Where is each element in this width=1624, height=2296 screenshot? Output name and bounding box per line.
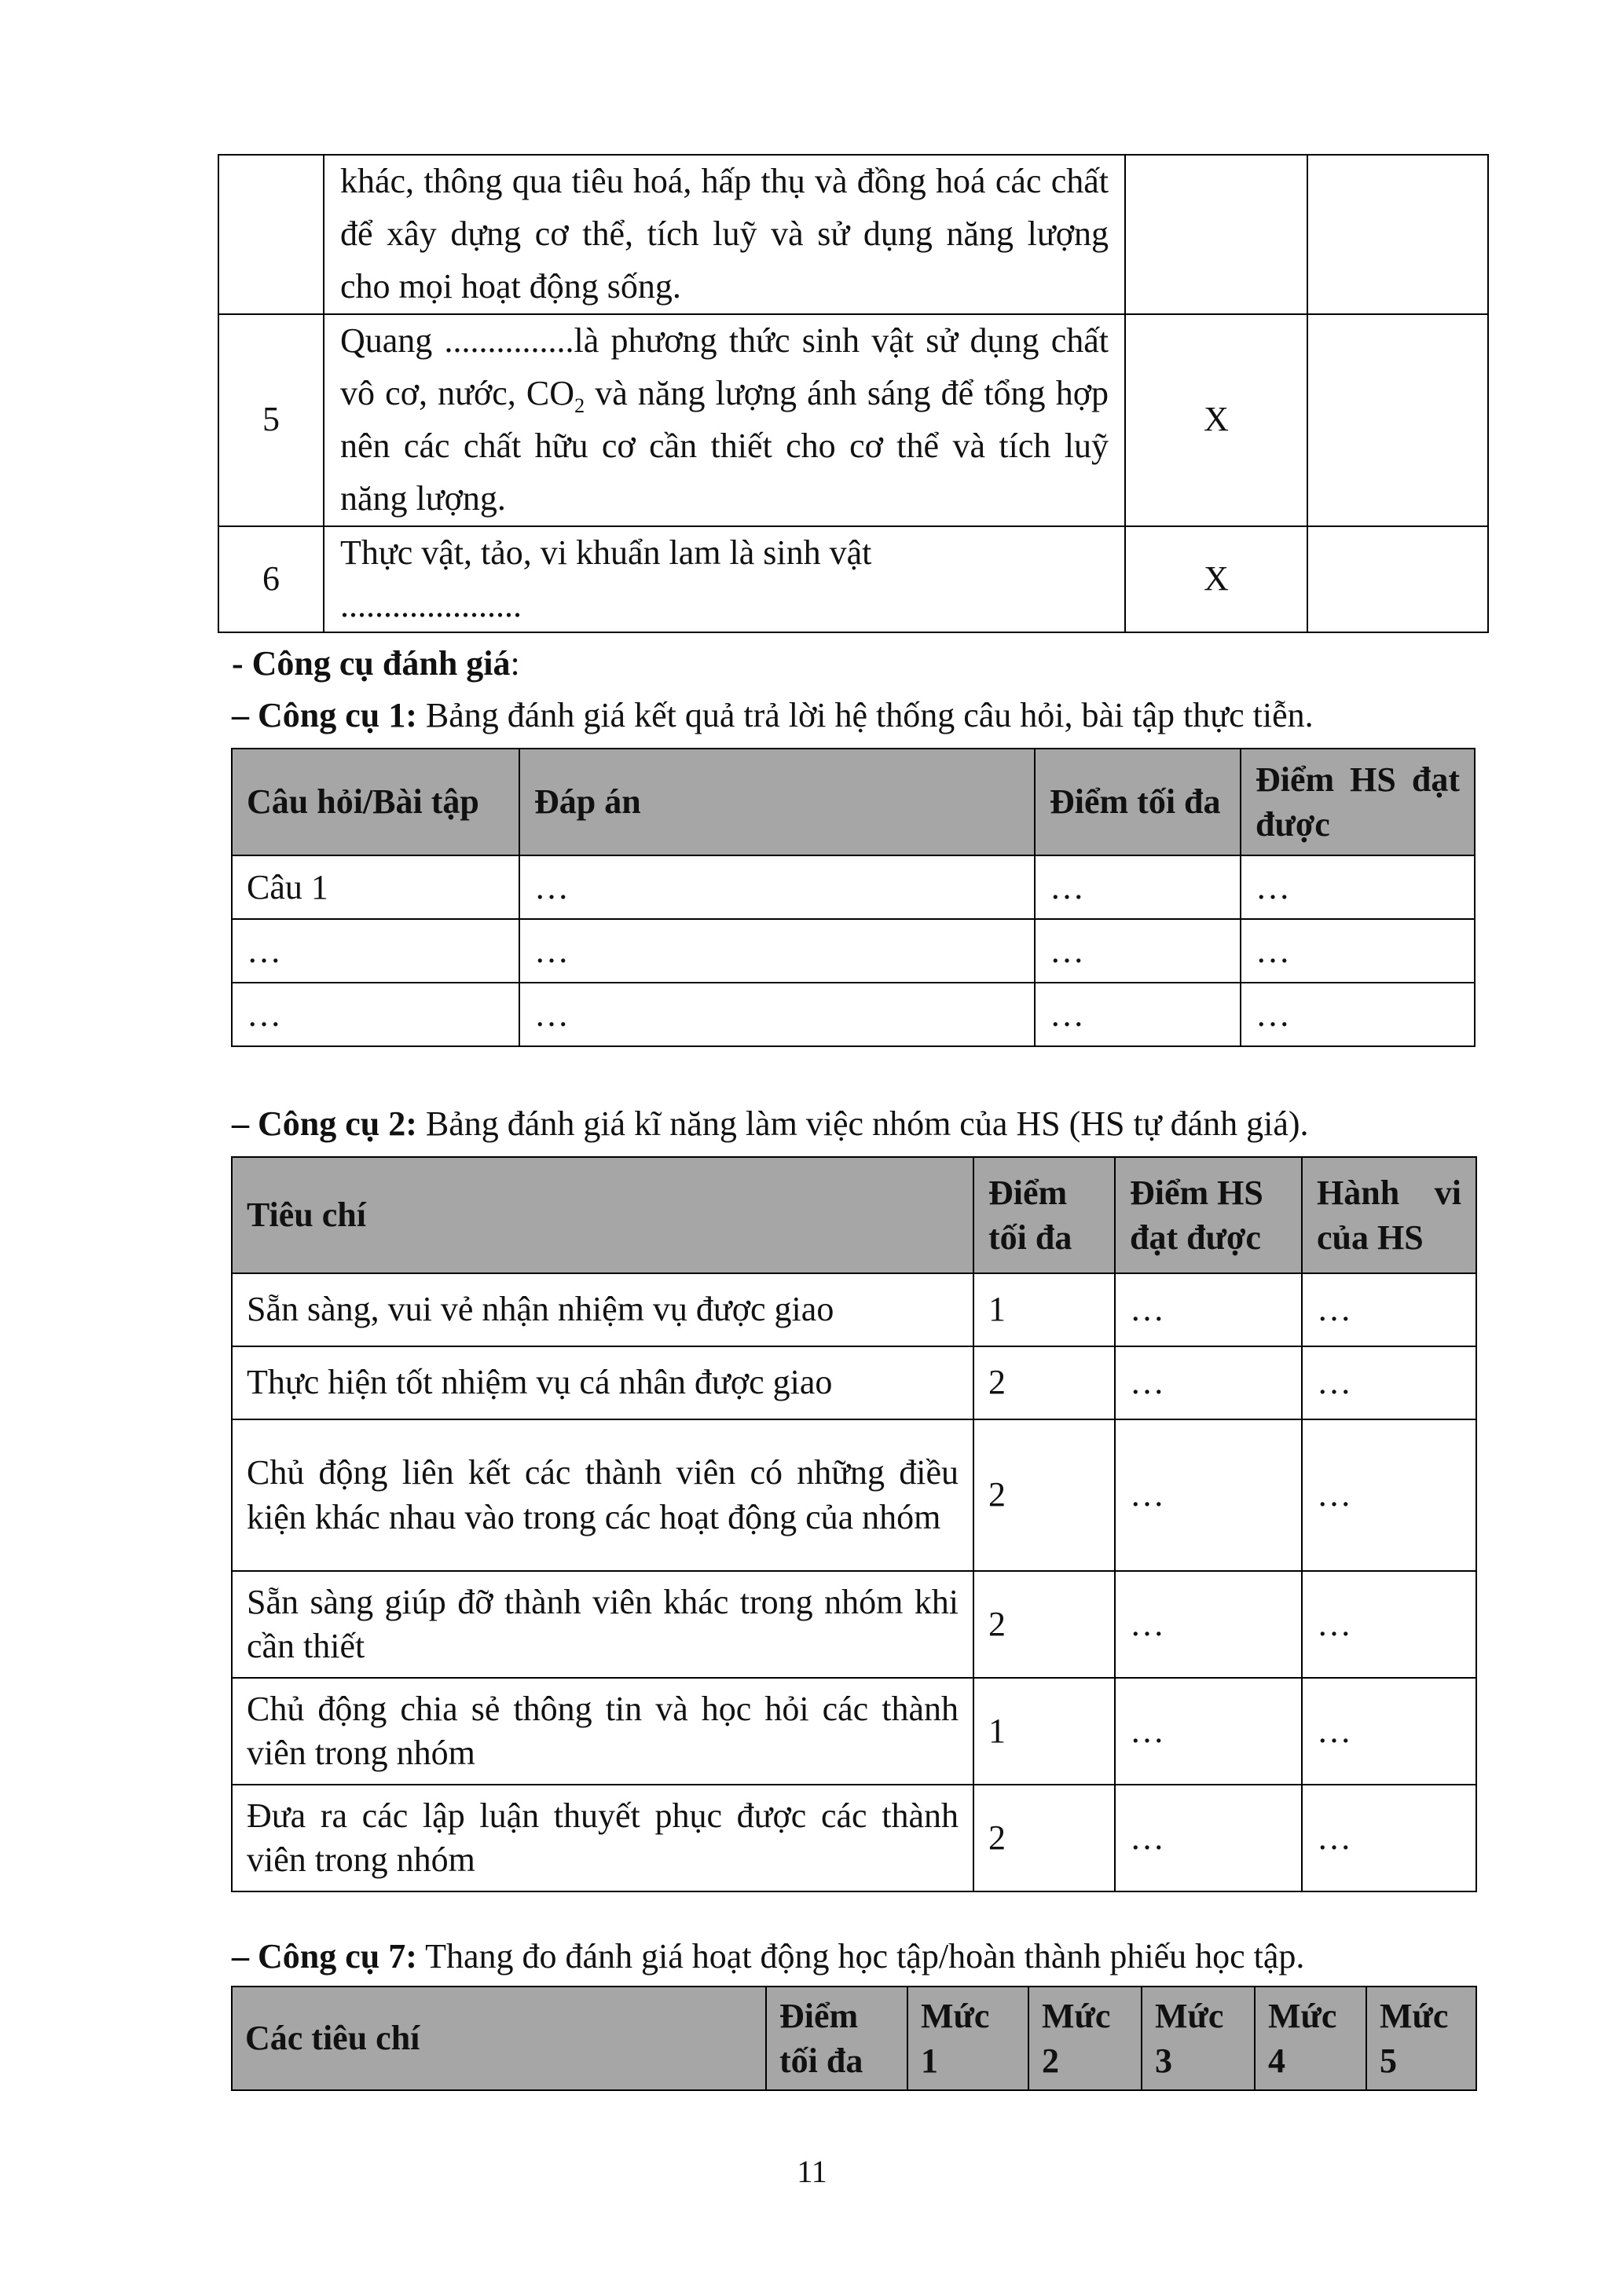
table-header-row [232,1987,1476,2090]
table-row [232,1346,1476,1419]
statement-table [218,154,1489,633]
table-row [232,1678,1476,1785]
criteria-cell: Chủ động chia sẻ thông tin và học hỏi các thành viên trong nhóm [232,1678,973,1785]
header-level-3: Mức 3 [1142,1987,1255,2090]
table-cell: … [1241,855,1475,919]
header-max-score: Điểm tối đa [766,1987,907,2090]
behavior-cell: … [1302,1678,1476,1785]
table-cell: … [1241,919,1475,983]
table-row [218,155,1488,314]
student-score-cell: … [1115,1273,1302,1346]
behavior-cell: … [1302,1273,1476,1346]
tool2-table [231,1156,1477,1892]
mark-cell: X [1125,314,1307,526]
header-criteria: Các tiêu chí [232,1987,766,2090]
header-level-4: Mức 4 [1255,1987,1366,2090]
assessment-heading: - Công cụ đánh giá: [232,644,520,683]
table-row [232,1785,1476,1891]
statement-text: Quang ...............là phương thức sinh vật sử dụng chất vô cơ, nước, $CO_2$ và năng lượng ánh sáng để tổng hợp nên các chất hữu cơ cần thiết cho cơ thể và tích luỹ năng lượng. [324,314,1125,526]
max-score-cell: 1 [973,1273,1115,1346]
table-row [218,314,1488,526]
table-cell: … [519,919,1035,983]
header-max-score: Điểm tối đa [1035,749,1241,855]
behavior-cell: … [1302,1571,1476,1678]
table-cell: … [1035,919,1241,983]
table-row [232,1273,1476,1346]
table-cell: … [519,983,1035,1046]
student-score-cell: … [1115,1785,1302,1891]
table-cell: Câu 1 [232,855,519,919]
table-cell: … [519,855,1035,919]
header-level-5: Mức 5 [1366,1987,1476,2090]
tool7-table [231,1986,1477,2091]
statement-text: Thực vật, tảo, vi khuẩn lam là sinh vật ..................... [324,526,1125,633]
extra-cell [1307,314,1488,526]
table-row [232,919,1475,983]
behavior-cell: … [1302,1785,1476,1891]
criteria-cell: Sẵn sàng, vui vẻ nhận nhiệm vụ được giao [232,1273,973,1346]
tool1-heading: – Công cụ 1: Bảng đánh giá kết quả trả lời hệ thống câu hỏi, bài tập thực tiễn. [232,696,1314,734]
behavior-cell: … [1302,1419,1476,1571]
table-cell: … [1241,983,1475,1046]
header-answer: Đáp án [519,749,1035,855]
row-number: 5 [218,314,324,526]
max-score-cell: 2 [973,1346,1115,1419]
table-cell: … [232,983,519,1046]
max-score-cell: 2 [973,1419,1115,1571]
criteria-cell: Sẵn sàng giúp đỡ thành viên khác trong nhóm khi cần thiết [232,1571,973,1678]
page-number: 11 [797,2154,827,2189]
tool7-heading: – Công cụ 7: Thang đo đánh giá hoạt động học tập/hoàn thành phiếu học tập. [232,1937,1305,1976]
student-score-cell: … [1115,1571,1302,1678]
table-row [232,1571,1476,1678]
table-row [232,983,1475,1046]
table-cell: … [232,919,519,983]
header-question: Câu hỏi/Bài tập [232,749,519,855]
header-level-1: Mức 1 [907,1987,1028,2090]
criteria-cell: Chủ động liên kết các thành viên có những điều kiện khác nhau vào trong các hoạt động của nhóm [232,1419,973,1571]
header-criteria: Tiêu chí [232,1157,973,1273]
mark-cell: X [1125,526,1307,633]
table-header-row [232,749,1475,855]
table-row [218,526,1488,633]
extra-cell [1307,155,1488,314]
header-max-score: Điểm tối đa [973,1157,1115,1273]
student-score-cell: … [1115,1346,1302,1419]
header-level-2: Mức 2 [1028,1987,1142,2090]
criteria-cell: Đưa ra các lập luận thuyết phục được các thành viên trong nhóm [232,1785,973,1891]
table-row [232,1419,1476,1571]
max-score-cell: 1 [973,1678,1115,1785]
tool2-heading: – Công cụ 2: Bảng đánh giá kĩ năng làm việc nhóm của HS (HS tự đánh giá). [232,1104,1309,1143]
max-score-cell: 2 [973,1571,1115,1678]
extra-cell [1307,526,1488,633]
max-score-cell: 2 [973,1785,1115,1891]
table-header-row [232,1157,1476,1273]
header-behavior: Hành vi của HS [1302,1157,1476,1273]
row-number [218,155,324,314]
criteria-cell: Thực hiện tốt nhiệm vụ cá nhân được giao [232,1346,973,1419]
header-student-score: Điểm HS đạt được [1115,1157,1302,1273]
behavior-cell: … [1302,1346,1476,1419]
table-cell: … [1035,983,1241,1046]
header-student-score: Điểm HS đạt được [1241,749,1475,855]
student-score-cell: … [1115,1419,1302,1571]
mark-cell [1125,155,1307,314]
table-row [232,855,1475,919]
row-number: 6 [218,526,324,633]
table-cell: … [1035,855,1241,919]
tool1-table [231,748,1476,1047]
student-score-cell: … [1115,1678,1302,1785]
statement-text: khác, thông qua tiêu hoá, hấp thụ và đồng hoá các chất để xây dựng cơ thể, tích luỹ và sử dụng năng lượng cho mọi hoạt động sống. [324,155,1125,314]
